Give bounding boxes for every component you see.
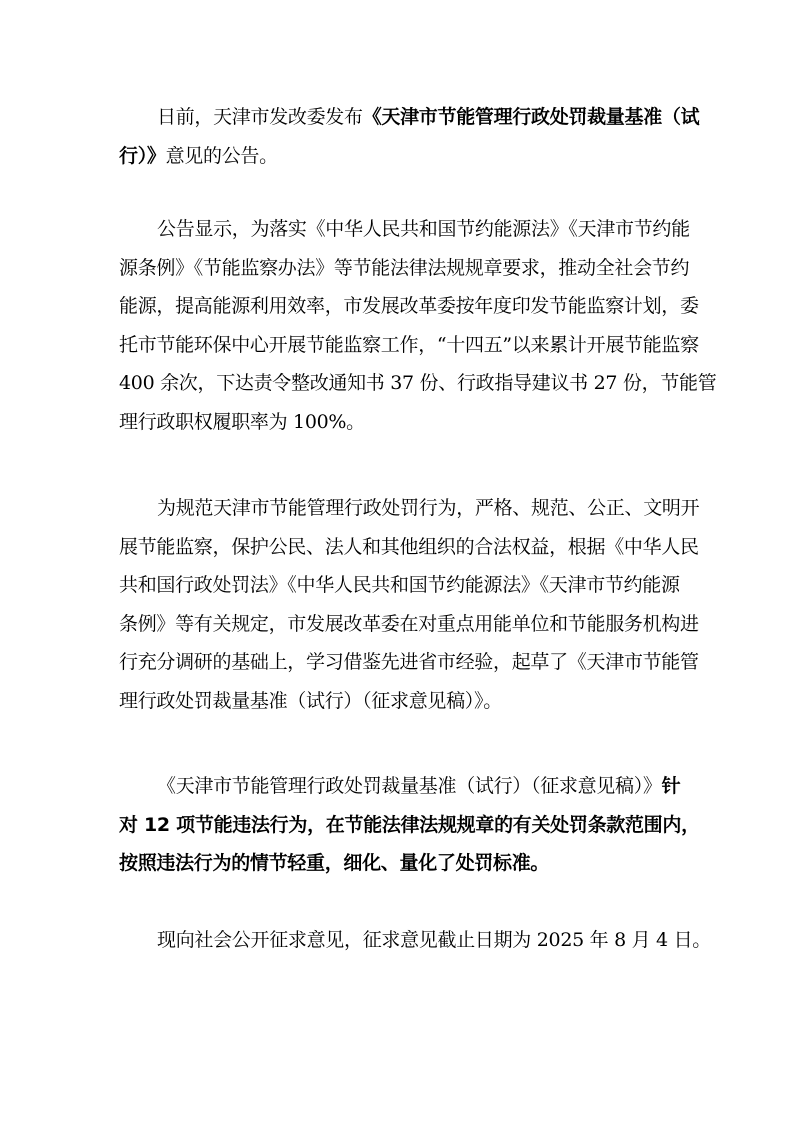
paragraph-line: 托市节能环保中心开展节能监察工作，“十四五”以来累计开展节能监察 [119,333,699,356]
paragraph-deadline [119,921,711,960]
paragraph-line: 能源，提高能源利用效率，市发展改革委按年度印发节能监察计划，委 [119,295,699,317]
paragraph-line: 行充分调研的基础上，学习借鉴先进省市经验，起草了《天津市节能管 [119,651,699,673]
bold-segment: 针 [661,775,681,797]
paragraph-line [119,767,681,806]
paragraph-purpose [119,489,700,720]
paragraph-line: 展节能监察，保护公民、法人和其他组织的合法权益，根据《中华人民 [119,535,699,558]
paragraph-line: 理行政处罚裁量基准（试行）（征求意见稿）》。 [119,689,502,712]
paragraph-line [119,137,677,176]
text-segment: 意见的公告。 [165,144,278,167]
bold-segment: 按照违法行为的情节轻重，细化、量化了处罚标准。 [119,852,550,874]
paragraph-line [119,844,677,883]
paragraph-line: 理行政职权履职率为 100%。 [119,410,365,433]
paragraph-line: 条例》等有关规定，市发展改革委在对重点用能单位和节能服务机构进 [119,612,699,635]
bold-title-segment: 行）》 [119,144,166,167]
bold-segment: 对 12 项节能违法行为，在节能法律法规规章的有关处罚条款范围内， [119,813,700,836]
paragraph-line: 共和国行政处罚法》《中华人民共和国节约能源法》《天津市节约能源 [119,574,680,596]
bold-title-segment: 《天津市节能管理行政处罚裁量基准（试 [362,106,700,128]
paragraph-line [119,806,700,845]
text-segment: 《天津市节能管理行政处罚裁量基准（试行）（征求意见稿）》 [157,775,662,797]
text-segment: 日前，天津市发改委发布 [157,106,363,128]
paragraph-scope [119,767,700,883]
paragraph-line: 现向社会公开征求意见，征求意见截止日期为 2025 年 8 月 4 日。 [157,928,711,951]
paragraph-intro [119,98,700,175]
document-page [119,98,717,994]
paragraph-line: 源条例》《节能监察办法》等节能法律法规规章要求，推动全社会节约 [119,256,690,279]
paragraph-announcement [119,210,717,441]
paragraph-line: 为规范天津市节能管理行政处罚行为，严格、规范、公正、文明开 [157,497,700,519]
paragraph-line: 400 余次，下达责令整改通知书 37 份、行政指导建议书 27 份，节能管 [119,372,717,394]
paragraph-line [119,98,700,137]
paragraph-line: 公告显示，为落实《中华人民共和国节约能源法》《天津市节约能 [157,218,690,240]
